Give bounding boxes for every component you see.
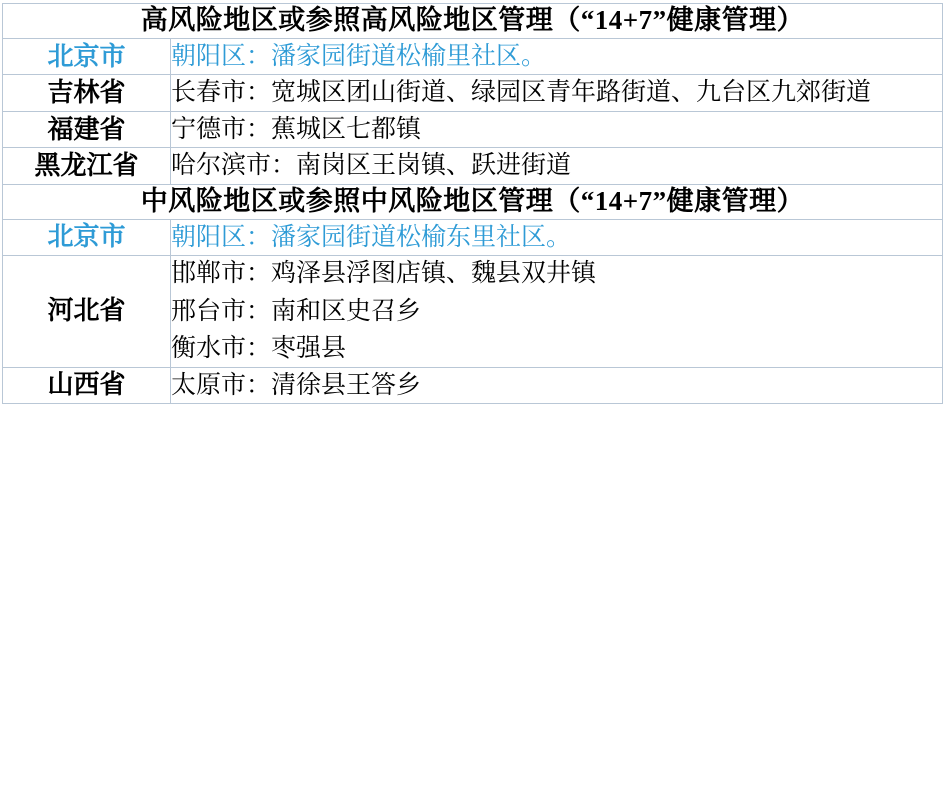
- area-detail-line: 哈尔滨市：南岗区王岗镇、跃进街道: [171, 152, 572, 180]
- province-label: 黑龙江省: [3, 148, 171, 185]
- area-detail: [171, 111, 943, 148]
- area-detail: [171, 148, 943, 185]
- area-detail: [171, 75, 943, 112]
- province-label: 福建省: [3, 111, 171, 148]
- area-detail-line: 邯郸市：鸡泽县浮图店镇、魏县双井镇: [171, 260, 597, 287]
- area-detail-line: 长春市：宽城区团山街道、绿园区青年路街道、九台区九郊街道: [171, 79, 872, 107]
- area-detail-line: 太原市：清徐县王答乡: [171, 371, 422, 399]
- area-detail-line: 邢台市：南和区史召乡: [171, 297, 422, 325]
- section-header-high-risk: 高风险地区或参照高风险地区管理（“14+7”健康管理）: [3, 4, 943, 39]
- area-detail: [171, 219, 943, 256]
- section-header-medium-risk: 中风险地区或参照中风险地区管理（“14+7”健康管理）: [3, 184, 943, 219]
- area-detail-line: 朝阳区：潘家园街道松榆里社区。: [171, 42, 547, 70]
- table-row: [3, 111, 943, 148]
- province-label: 山西省: [3, 367, 171, 404]
- table-row: [3, 148, 943, 185]
- province-label: 北京市: [3, 219, 171, 256]
- province-label: 河北省: [3, 256, 171, 368]
- section-header-row: [3, 184, 943, 219]
- area-detail-line: 宁德市：蕉城区七都镇: [171, 115, 422, 143]
- table-body: [3, 4, 943, 404]
- table-row: [3, 256, 943, 368]
- area-detail: [171, 367, 943, 404]
- area-detail-line: 朝阳区：潘家园街道松榆东里社区。: [171, 223, 572, 251]
- area-detail: [171, 256, 943, 368]
- table-row: [3, 75, 943, 112]
- risk-area-table: [2, 3, 943, 404]
- area-detail: [171, 38, 943, 75]
- area-detail-line: 衡水市：枣强县: [171, 335, 347, 362]
- risk-area-document: [0, 3, 945, 795]
- table-row: [3, 38, 943, 75]
- table-row: [3, 219, 943, 256]
- section-header-row: [3, 4, 943, 39]
- province-label: 吉林省: [3, 75, 171, 112]
- table-row: [3, 367, 943, 404]
- province-label: 北京市: [3, 38, 171, 75]
